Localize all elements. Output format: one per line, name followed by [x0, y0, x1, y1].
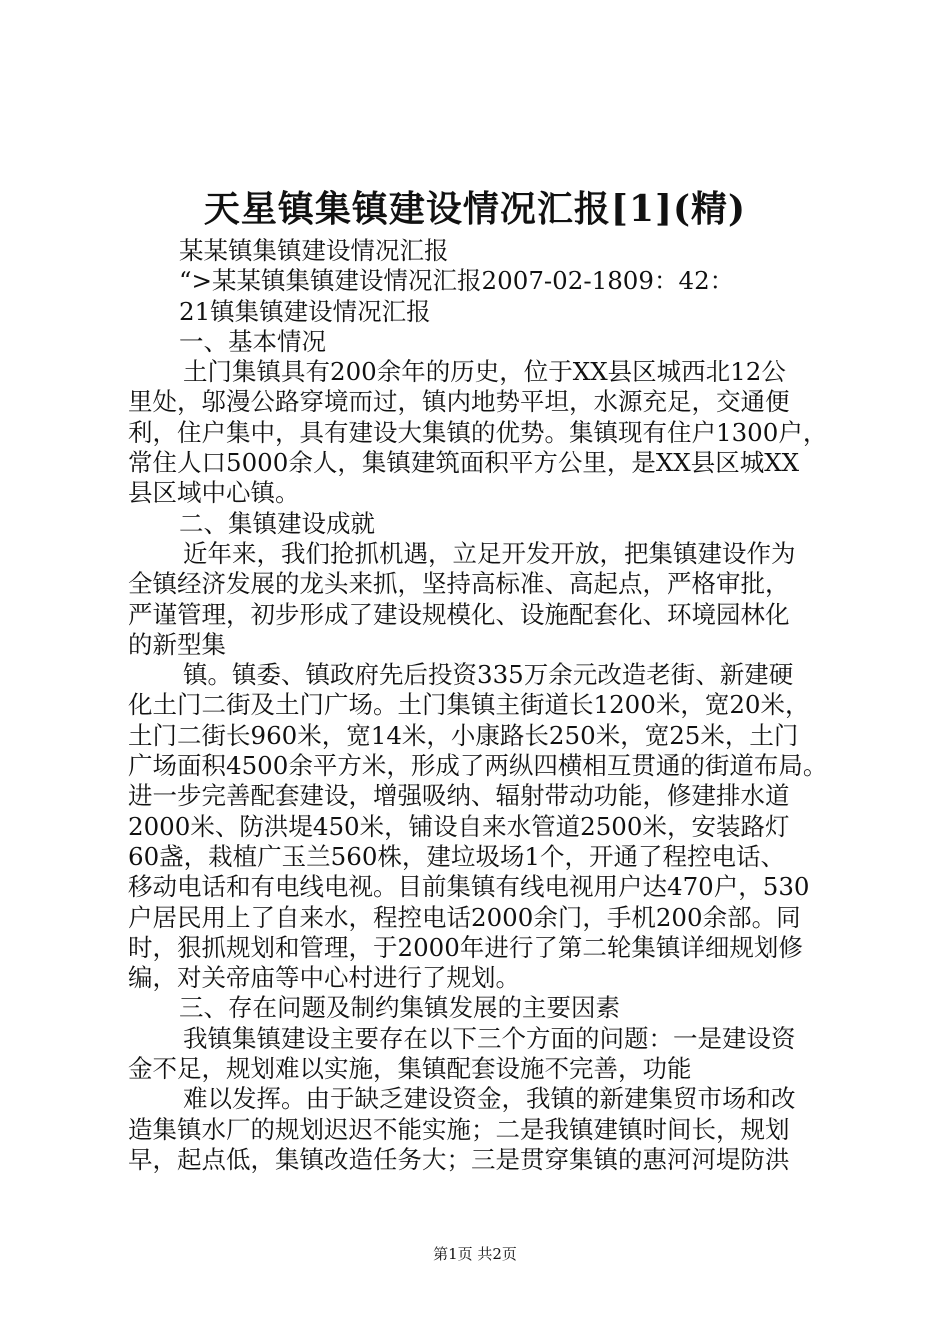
body-line: 全镇经济发展的龙头来抓，坚持高标准、高起点，严格审批，	[128, 569, 790, 599]
body-line: 户居民用上了自来水，程控电话2000余门，手机200余部。同	[128, 902, 801, 932]
body-line: 县区域中心镇。	[128, 478, 300, 508]
subtitle-line: 某某镇集镇建设情况汇报	[179, 236, 449, 265]
section-heading: 一、基本情况	[179, 326, 326, 356]
body-line: 早，起点低，集镇改造任务大；三是贯穿集镇的惠河河堤防洪	[128, 1144, 790, 1174]
document-body	[128, 236, 836, 1175]
body-line: 化土门二街及土门广场。土门集镇主街道长1200米，宽20米，	[128, 690, 810, 720]
section-heading: 三、存在问题及制约集镇发展的主要因素	[179, 993, 620, 1023]
body-line: 利，住户集中，具有建设大集镇的优势。集镇现有住户1300户，	[128, 417, 828, 447]
body-line: 严谨管理，初步形成了建设规模化、设施配套化、环境园林化	[128, 599, 790, 629]
body-line: 金不足，规划难以实施，集镇配套设施不完善，功能	[128, 1054, 692, 1084]
body-line: 广场面积4500余平方米，形成了两纵四横相互贯通的街道布局。	[128, 751, 828, 781]
body-line: “>某某镇集镇建设情况汇报2007-02-1809：42：	[179, 266, 735, 296]
body-line: 的新型集	[128, 629, 226, 659]
body-line: 编，对关帝庙等中心村进行了规划。	[128, 963, 520, 993]
body-line: 移动电话和有电线电视。目前集镇有线电视用户达470户，530	[128, 872, 810, 902]
paragraph-first-line: 近年来，我们抢抓机遇，立足开发开放，把集镇建设作为	[183, 538, 796, 568]
paragraph-first-line: 土门集镇具有200余年的历史，位于XX县区城西北12公	[183, 357, 786, 387]
body-line: 时，狠抓规划和管理，于2000年进行了第二轮集镇详细规划修	[128, 932, 803, 962]
paragraph-first-line: 我镇集镇建设主要存在以下三个方面的问题：一是建设资	[183, 1023, 796, 1053]
body-line: 土门二街长960米，宽14米，小康路长250米，宽25米，土门	[128, 720, 799, 750]
page-footer: 第1页 共2页	[433, 1245, 517, 1263]
body-line: 21镇集镇建设情况汇报	[179, 296, 431, 326]
body-line: 进一步完善配套建设，增强吸纳、辐射带动功能，修建排水道	[128, 781, 790, 811]
body-line: 60盏，栽植广玉兰560株，建垃圾场1个，开通了程控电话、	[128, 841, 786, 871]
section-heading: 二、集镇建设成就	[179, 508, 375, 538]
body-line: 里处，邬漫公路穿境而过，镇内地势平坦，水源充足，交通便	[128, 387, 790, 417]
document-title: 天星镇集镇建设情况汇报[1](精)	[203, 188, 747, 230]
paragraph-first-line: 难以发挥。由于缺乏建设资金，我镇的新建集贸市场和改	[183, 1084, 796, 1114]
body-line: 2000米、防洪堤450米，铺设自来水管道2500米，安装路灯	[128, 811, 790, 841]
paragraph-first-line: 镇。镇委、镇政府先后投资335万余元改造老街、新建硬	[183, 660, 794, 690]
body-line: 常住人口5000余人，集镇建筑面积平方公里，是XX县区城XX	[128, 448, 800, 478]
body-line: 造集镇水厂的规划迟迟不能实施；二是我镇建镇时间长，规划	[128, 1114, 790, 1144]
